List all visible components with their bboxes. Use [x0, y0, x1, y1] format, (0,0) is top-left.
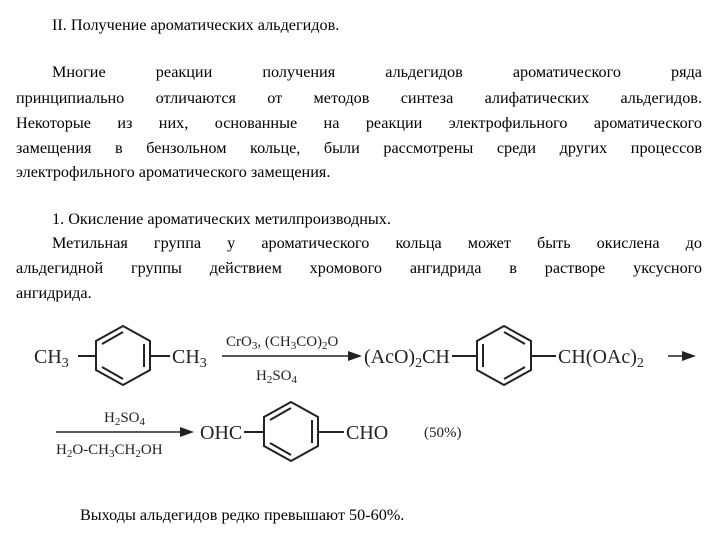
benzene-ring-1: [78, 326, 170, 385]
paragraph-1-line: принципиально отличаются от методов синтеза алифатических альдегидов.: [16, 89, 702, 107]
paragraph-1-line: замещения в бензольном кольце, были рассмотрены среди других процессов: [16, 139, 702, 157]
paragraph-1-line: Многие реакции получения альдегидов ароматического ряда: [52, 63, 702, 81]
paragraph-1-line: Некоторые из них, основанные на реакции электрофильного ароматического: [16, 114, 702, 132]
benzene-ring-3: [244, 402, 344, 461]
methyl-group-right: $CH_3$: [172, 346, 207, 371]
paragraph-2-line: ангидрида.: [16, 284, 92, 302]
reagent-below: $H_2SO_4$: [256, 368, 298, 386]
aldehyde-right-group: CHO: [346, 422, 389, 444]
diacetal-left-group: $(AcO)_2CH$: [364, 346, 450, 371]
step2-reagent-above: $H_2SO_4$: [104, 410, 146, 428]
yield-note: Выходы альдегидов редко превышают 50-60%.: [80, 506, 405, 524]
yield-label: (50%): [424, 425, 462, 441]
methyl-group-left: $CH_3$: [34, 346, 69, 371]
continuation-arrowhead: [682, 351, 696, 361]
subsection-title: 1. Окисление ароматических метилпроизводных.: [52, 210, 391, 228]
paragraph-1-line: электрофильного ароматического замещения.: [16, 163, 331, 181]
aldehyde-left-group: OHC: [200, 422, 243, 444]
arrowhead-1: [348, 351, 362, 361]
benzene-ring-2: [452, 326, 556, 385]
reaction-scheme: [0, 316, 720, 466]
reagent-above: CrO$_3$, $(CH_3CO)_2O$: [226, 334, 339, 352]
step2-reagent-below: $H_2O-CH_3CH_2OH$: [56, 442, 163, 460]
paragraph-2-line: альдегидной группы действием хромового ангидрида в растворе уксусного: [16, 259, 702, 277]
diacetal-right-group: $CH(OAc)_2$: [558, 346, 644, 371]
paragraph-2-line: Метильная группа у ароматического кольца может быть окислена до: [52, 234, 702, 252]
section-heading: II. Получение ароматических альдегидов.: [52, 16, 340, 34]
arrowhead-2: [180, 427, 194, 437]
